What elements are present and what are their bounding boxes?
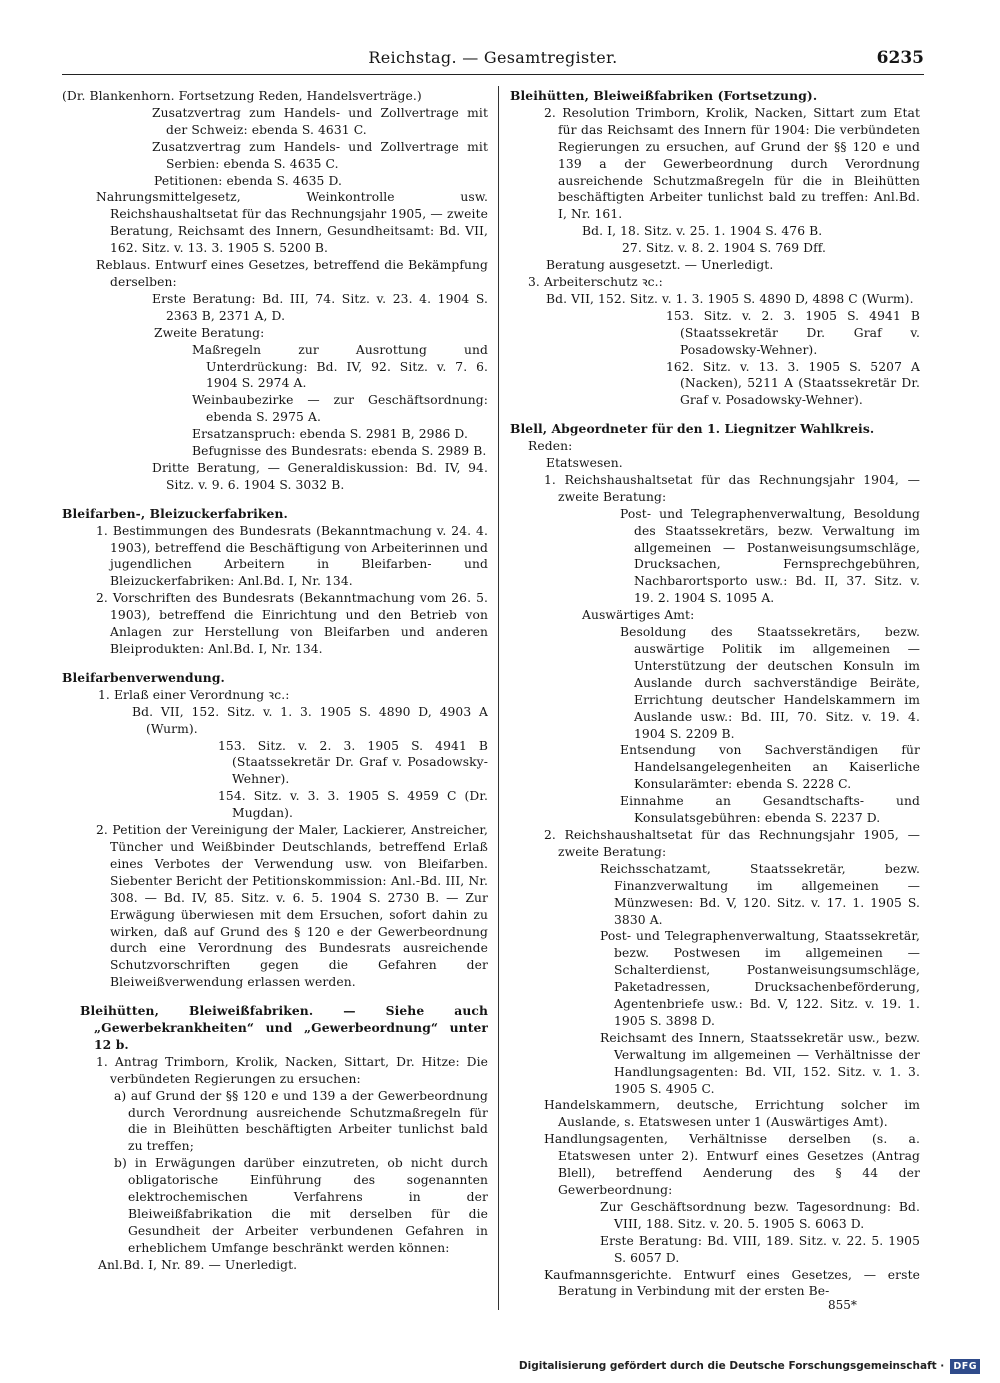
index-entry: 2. Resolution Trimborn, Krolik, Nacken, Sittart zum Etat für das Reichsamt des Innern für 1904: Die verbündeten Regierungen zu ersuchen, auf Grund der §§ 120 e und 139 a der Gewerbeordnung durch Verordnung ausreichende Schutzmaßregeln für die in Bleihütten beschäftigten Arbeiter tunlichst bald zu treffen: Anl.Bd. I, Nr. 161. [544, 105, 920, 222]
index-entry: b) in Erwägungen darüber einzutreten, ob nicht durch obligatorische Einführung des sogenannten elektrochemischen Verfahrens in der Bleiweißfabrikation die mit derselben für die Gesundheit der Arbeiter verbundenen Gefahren in erheblichem Umfange beschränkt werden können: [114, 1156, 488, 1255]
index-entry: Bd. VII, 152. Sitz. v. 1. 3. 1905 S. 4890 D, 4898 C (Wurm). [546, 291, 914, 306]
index-entry: Weinbaubezirke — zur Geschäftsordnung: ebenda S. 2975 A. [192, 393, 488, 425]
index-entry: Besoldung des Staatssekretärs, bezw. auswärtige Politik im allgemeinen — Unterstützung der deutschen Konsuln im Auslande durch sachverständige Beiräte, Errichtung deutscher Handelskammern im Auslande usw.: Bd. III, 70. Sitz. v. 19. 4. 1904 S. 2209 B. [620, 625, 920, 741]
index-entry: 3. Arbeiterschutz ꝛc.: [528, 274, 663, 289]
index-entry: Etatswesen. [546, 456, 623, 471]
index-entry: Beratung ausgesetzt. — Unerledigt. [546, 258, 774, 273]
index-entry: Kaufmannsgerichte. Entwurf eines Gesetzes, — erste Beratung in Verbindung mit der ersten Be- [544, 1267, 920, 1299]
index-entry: 27. Sitz. v. 8. 2. 1904 S. 769 Dff. [622, 241, 826, 256]
index-entry: 1. Erlaß einer Verordnung ꝛc.: [98, 687, 290, 702]
index-entry: 1. Bestimmungen des Bundesrats (Bekanntmachung v. 24. 4. 1903), betreffend die Beschäftigung von Arbeiterinnen und jugendlichen Arbeitern in Bleifarben- und Bleizuckerfabriken: Anl.Bd. I, Nr. 134. [96, 523, 488, 589]
index-entry: Dritte Beratung, — Generaldiskussion: Bd. IV, 94. Sitz. v. 9. 6. 1904 S. 3032 B. [152, 460, 488, 492]
index-entry: Anl.Bd. I, Nr. 89. — Unerledigt. [98, 1257, 298, 1272]
index-entry: Handlungsagenten, Verhältnisse derselben (s. a. Etatswesen unter 2). Entwurf eines Gesetzes (Antrag Blell), betreffend Aenderung des § 44 der Gewerbeordnung: [544, 1132, 920, 1197]
index-entry: 2. Reichshaushaltsetat für das Rechnungsjahr 1905, — zweite Beratung: [544, 827, 920, 859]
index-entry: 153. Sitz. v. 2. 3. 1905 S. 4941 B (Staatssekretär Dr. Graf v. Posadowsky-Wehner). [666, 308, 920, 357]
index-entry: (Dr. Blankenhorn. Fortsetzung Reden, Handelsverträge.) [62, 89, 422, 103]
running-header [62, 44, 924, 75]
index-entry: Bd. I, 18. Sitz. v. 25. 1. 1904 S. 476 B. [582, 224, 823, 239]
index-entry: Reden: [528, 439, 573, 454]
index-heading: Bleihütten, Bleiweißfabriken (Fortsetzung). [510, 88, 818, 103]
index-entry: Bd. VII, 152. Sitz. v. 1. 3. 1905 S. 4890 D, 4903 A (Wurm). [132, 704, 488, 736]
index-entry: 1. Reichshaushaltsetat für das Rechnungsjahr 1904, — zweite Beratung: [544, 472, 920, 504]
index-entry: Nahrungsmittelgesetz, Weinkontrolle usw. Reichshaushaltsetat für das Rechnungsjahr 1905, — zweite Beratung, Reichsamt des Innern, Gesundheitsamt: Bd. VII, 162. Sitz. v. 13. 3. 1905 S. 5200 B. [96, 190, 488, 256]
index-heading: Blell, Abgeordneter für den 1. Liegnitzer Wahlkreis. [510, 421, 875, 437]
right-column [510, 88, 920, 1300]
index-entry: Entsendung von Sachverständigen für Handelsangelegenheiten an Kaiserliche Konsularämter: ebenda S. 2228 C. [620, 743, 920, 792]
index-entry: Auswärtiges Amt: [582, 608, 695, 623]
index-entry: Handelskammern, deutsche, Errichtung solcher im Auslande, s. Etatswesen unter 1 (Auswärtiges Amt). [544, 1098, 920, 1130]
index-entry: Befugnisse des Bundesrats: ebenda S. 2989 B. [192, 444, 487, 459]
page-number: 6235 [876, 48, 924, 68]
running-title: Reichstag. — Gesamtregister. [368, 48, 618, 67]
index-entry: Zweite Beratung: [154, 325, 265, 340]
index-entry: Reblaus. Entwurf eines Gesetzes, betreffend die Bekämpfung derselben: [96, 258, 488, 289]
index-entry: Reichsschatzamt, Staatssekretär, bezw. Finanzverwaltung im allgemeinen — Münzwesen: Bd. V, 120. Sitz. v. 17. 1. 1905 S. 3830 A. [600, 861, 920, 927]
index-entry: 1. Antrag Trimborn, Krolik, Nacken, Sittart, Dr. Hitze: Die verbündeten Regierungen zu ersuchen: [96, 1054, 488, 1086]
index-entry: 153. Sitz. v. 2. 3. 1905 S. 4941 B (Staatssekretär Dr. Graf v. Posadowsky-Wehner). [218, 738, 488, 787]
index-entry: Post- und Telegraphenverwaltung, Staatssekretär, bezw. Postwesen im allgemeinen — Schalterdienst, Postanweisungsumschläge, Paketadressen, Drucksachenbeförderung, Agentenbriefe usw.: Bd. V, 122. Sitz. v. 19. 1. 1905 S. 3898 D. [600, 929, 920, 1028]
index-entry: Petitionen: ebenda S. 4635 D. [154, 173, 343, 188]
index-entry: 162. Sitz. v. 13. 3. 1905 S. 5207 A (Nacken), 5211 A (Staatssekretär Dr. Graf v. Posadowsky-Wehner). [666, 359, 920, 408]
index-heading: Bleifarben-, Bleizuckerfabriken. [62, 505, 288, 521]
column-divider [498, 86, 499, 1310]
index-entry: Reichsamt des Innern, Staatssekretär usw., bezw. Verwaltung im allgemeinen — Verhältnisse der Handlungsagenten: Bd. VII, 152. Sitz. v. 1. 3. 1905 S. 4905 C. [600, 1030, 920, 1096]
index-entry: Ersatzanspruch: ebenda S. 2981 B, 2986 D. [192, 427, 468, 442]
left-column [62, 88, 488, 1274]
index-entry: Erste Beratung: Bd. III, 74. Sitz. v. 23. 4. 1904 S. 2363 B, 2371 A, D. [152, 291, 488, 323]
index-entry: Maßregeln zur Ausrottung und Unterdrückung: Bd. IV, 92. Sitz. v. 7. 6. 1904 S. 2974 A. [192, 342, 488, 391]
index-entry: Zusatzvertrag zum Handels- und Zollvertrage mit Serbien: ebenda S. 4635 C. [152, 139, 488, 171]
footer-credit: Digitalisierung gefördert durch die Deutsche Forschungsgemeinschaft · [518, 1360, 945, 1372]
dfg-logo-icon: DFG [950, 1359, 980, 1374]
index-entry: Zur Geschäftsordnung bezw. Tagesordnung: Bd. VIII, 188. Sitz. v. 20. 5. 1905 S. 6063 D. [600, 1199, 920, 1231]
index-heading: Bleifarbenverwendung. [62, 669, 225, 685]
footer [519, 1356, 980, 1376]
index-entry: 154. Sitz. v. 3. 3. 1905 S. 4959 C (Dr. Mugdan). [218, 789, 488, 821]
index-entry: 2. Vorschriften des Bundesrats (Bekanntmachung vom 26. 5. 1903), betreffend die Einrichtung und den Betrieb von Anlagen zur Herstellung von Bleifarben und anderen Bleiprodukten: Anl.Bd. I, Nr. 134. [96, 591, 488, 656]
index-heading: Bleihütten, Bleiweißfabriken. — Siehe auch „Gewerbekrankheiten“ und „Gewerbeordnung“ unter 12 b. [80, 1003, 488, 1052]
index-entry: Erste Beratung: Bd. VIII, 189. Sitz. v. 22. 5. 1905 S. 6057 D. [600, 1233, 920, 1265]
index-entry: Einnahme an Gesandtschafts- und Konsulatsgebühren: ebenda S. 2237 D. [620, 794, 920, 826]
index-entry: Post- und Telegraphenverwaltung, Besoldung des Staatssekretärs, bezw. Verwaltung im allgemeinen — Postanweisungsumschläge, Drucksachen, Fernsprechgebühren, Nachbarortsporto usw.: Bd. II, 37. Sitz. v. 19. 2. 1904 S. 1095 A. [620, 506, 920, 606]
index-entry: 2. Petition der Vereinigung der Maler, Lackierer, Anstreicher, Tüncher und Weißbinder Deutschlands, betreffend Erlaß eines Verbotes der Verwendung usw. von Bleifarben. Siebenter Bericht der Petitionskommission: Anl.-Bd. III, Nr. 308. — Bd. IV, 85. Sitz. v. 6. 5. 1904 S. 2730 B. — Zur Erwägung überwiesen mit dem Ersuchen, sofort dahin zu wirken, daß auf Grund des § 120 e der Gewerbeordnung durch eine Verordnung des Bundesrats ausreichende Schutzvorschriften gegen die Gefahren der Bleiweißverwendung erlassen werden. [96, 823, 488, 990]
index-entry: Zusatzvertrag zum Handels- und Zollvertrage mit der Schweiz: ebenda S. 4631 C. [152, 105, 488, 137]
signature-mark: 855* [828, 1298, 857, 1312]
index-entry: a) auf Grund der §§ 120 e und 139 a der Gewerbeordnung durch Verordnung ausreichende Schutzmaßregeln für die in Bleihütten beschäftigten Arbeiter tunlichst bald zu treffen; [114, 1088, 488, 1154]
